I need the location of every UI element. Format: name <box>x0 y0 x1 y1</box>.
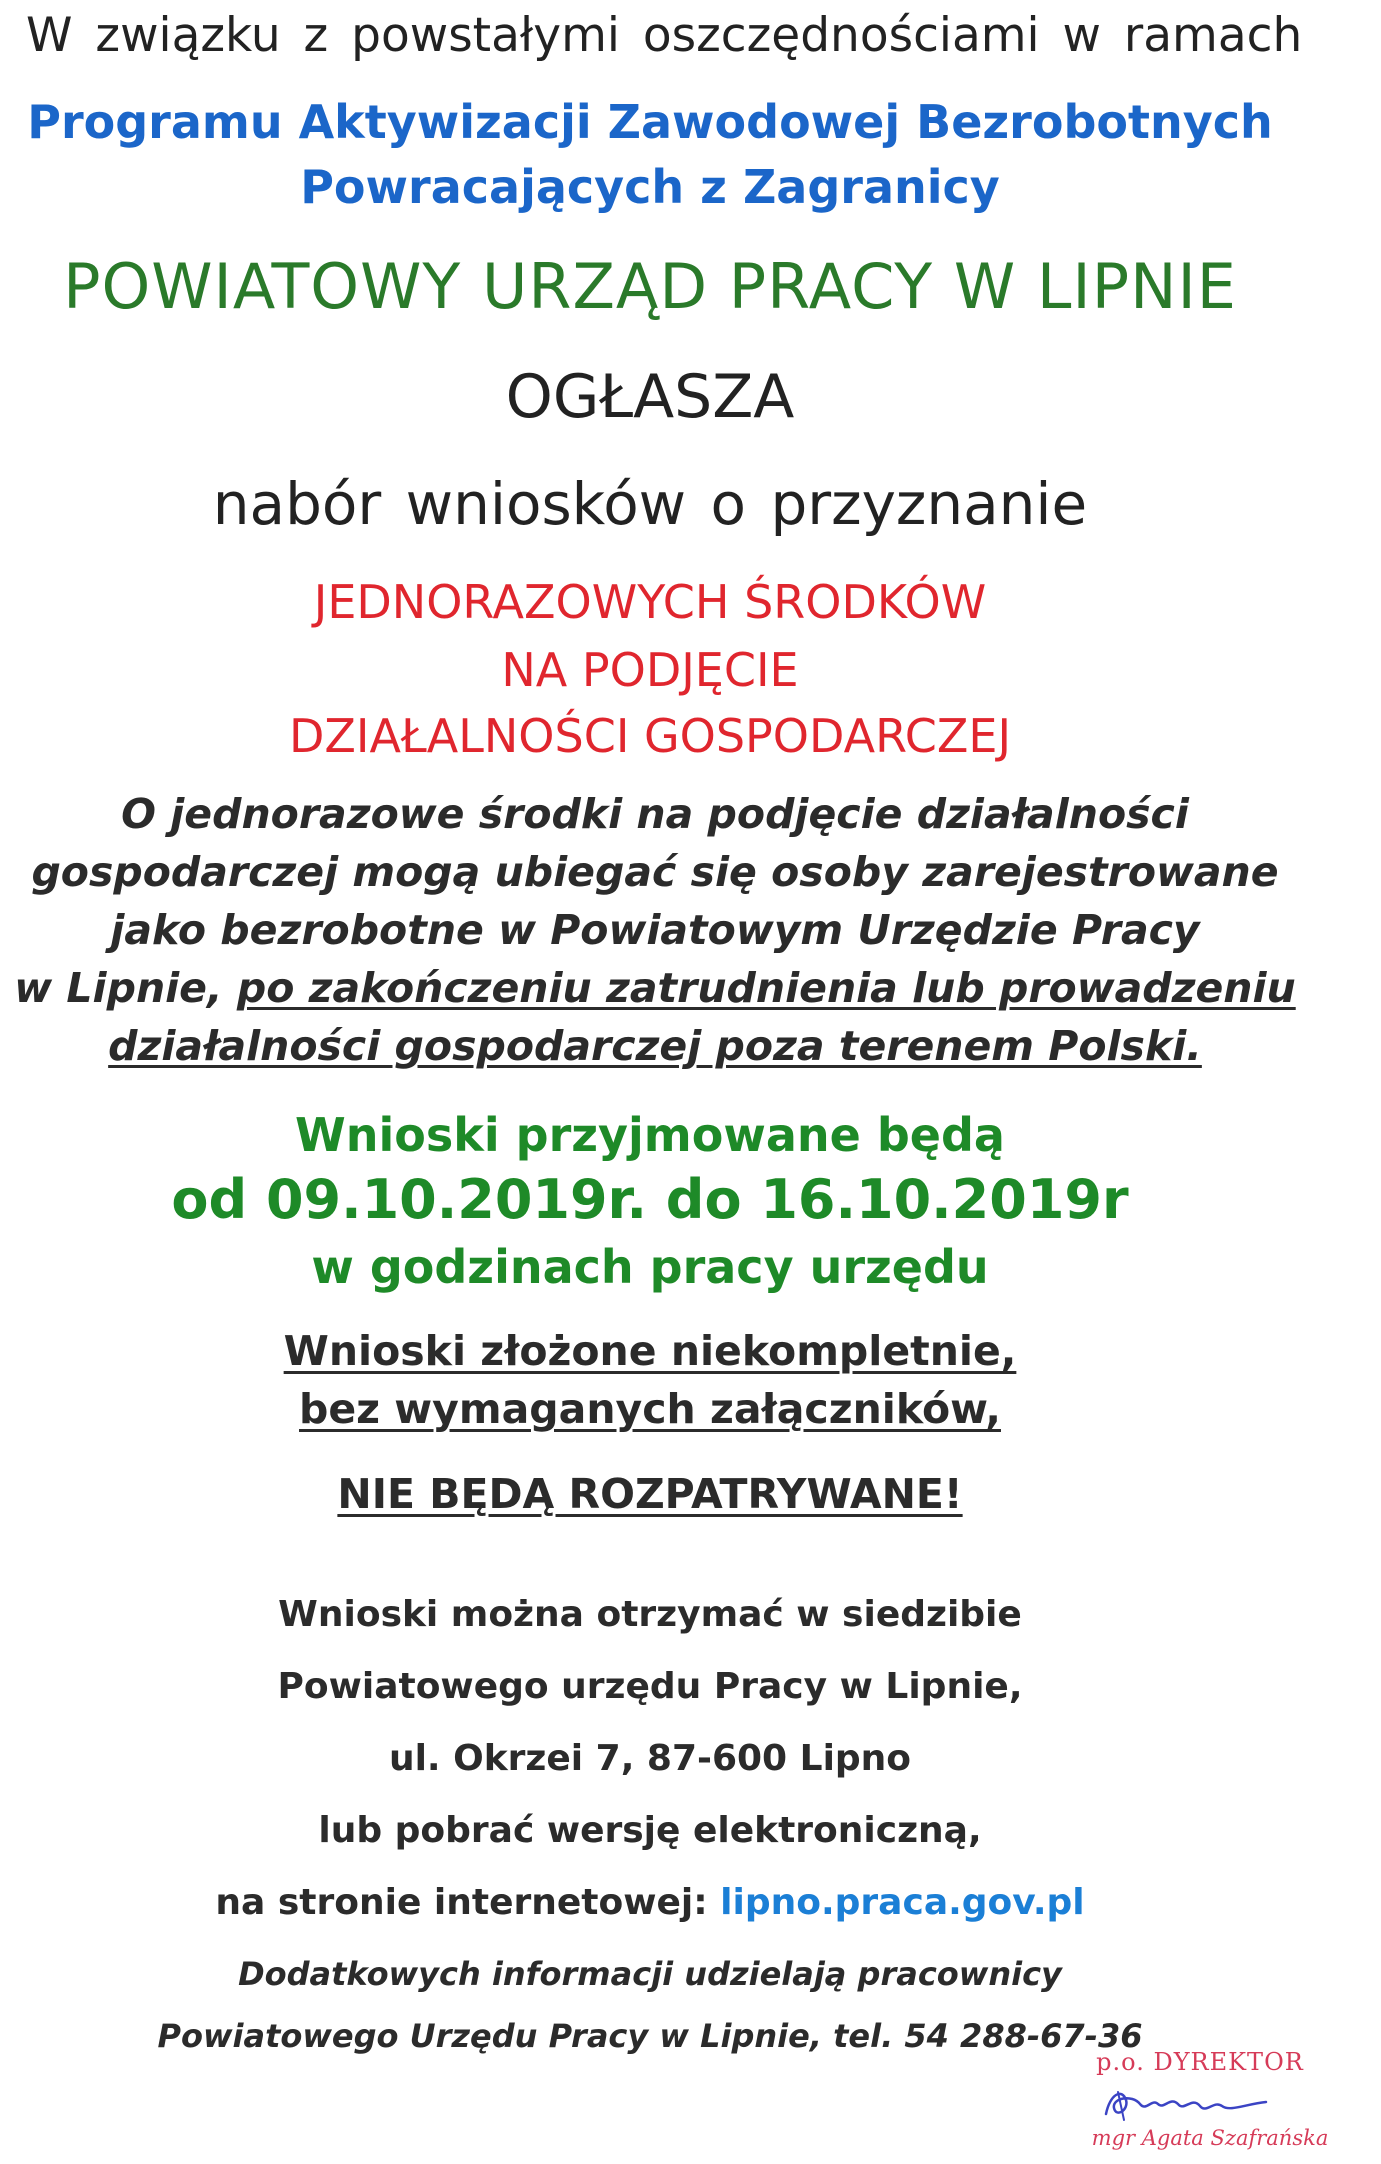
eligibility-line-5-underlined: działalności gospodarczej poza terenem Polski. <box>108 1022 1202 1070</box>
signature-name: mgr Agata Szafrańska <box>1091 2126 1329 2150</box>
dates-line-1: Wnioski przyjmowane będą <box>295 1108 1005 1162</box>
contact-line-2: Powiatowego Urzędu Pracy w Lipnie, tel. 54 288-67-36 <box>157 2017 1143 2055</box>
website-link[interactable]: lipno.praca.gov.pl <box>720 1882 1085 1923</box>
grant-title-line-1: JEDNORAZOWYCH ŚRODKÓW <box>313 575 987 629</box>
grant-title-line-2: NA PODJĘCIE <box>501 643 799 697</box>
eligibility-line-5 <box>10 1017 1300 1075</box>
eligibility-line-2: gospodarczej mogą ubiegać się osoby zarejestrowane <box>31 848 1279 896</box>
warning-line-2: bez wymaganych załączników, <box>299 1385 1001 1433</box>
director-signature-stamp <box>1060 2048 1360 2158</box>
warning-line-1: Wnioski złożone niekompletnie, <box>283 1327 1017 1375</box>
info-line-5 <box>0 1882 1300 1923</box>
eligibility-line-4-plain: w Lipnie, <box>14 964 237 1012</box>
signature-title: p.o. DYREKTOR <box>1096 2048 1304 2076</box>
contact-line-1: Dodatkowych informacji udzielają pracownicy <box>238 1955 1062 1993</box>
website-prefix: na stronie internetowej: <box>215 1882 721 1923</box>
announces-heading: OGŁASZA <box>505 362 795 432</box>
info-line-1: Wnioski można otrzymać w siedzibie <box>278 1594 1022 1635</box>
office-address: ul. Okrzei 7, 87-600 Lipno <box>388 1738 912 1779</box>
eligibility-line-1: O jednorazowe środki na podjęcie działalności <box>121 790 1189 838</box>
eligibility-line-4-underlined: po zakończeniu zatrudnienia lub prowadzeniu <box>236 964 1296 1012</box>
dates-range: od 09.10.2019r. do 16.10.2019r <box>171 1168 1129 1231</box>
info-line-4: lub pobrać wersję elektroniczną, <box>318 1810 982 1851</box>
handwritten-signature-icon <box>1096 2074 1296 2134</box>
eligibility-paragraph <box>10 785 1300 1075</box>
eligibility-line-3: jako bezrobotne w Powiatowym Urzędzie Pracy <box>110 906 1200 954</box>
grant-title-line-3: DZIAŁALNOŚCI GOSPODARCZEJ <box>288 709 1012 763</box>
eligibility-line-4 <box>10 959 1300 1017</box>
intro-text: W związku z powstałymi oszczędnościami w ramach <box>26 8 1303 63</box>
dates-line-3: w godzinach pracy urzędu <box>311 1240 989 1294</box>
info-line-2: Powiatowego urzędu Pracy w Lipnie, <box>277 1666 1023 1707</box>
program-name-line-2: Powracających z Zagranicy <box>300 160 1000 214</box>
office-name-heading: POWIATOWY URZĄD PRACY W LIPNIE <box>63 250 1237 323</box>
program-name-line-1: Programu Aktywizacji Zawodowej Bezrobotnych <box>27 95 1273 149</box>
call-for-applications: nabór wniosków o przyznanie <box>212 470 1088 538</box>
warning-not-considered: NIE BĘDĄ ROZPATRYWANE! <box>337 1470 963 1518</box>
